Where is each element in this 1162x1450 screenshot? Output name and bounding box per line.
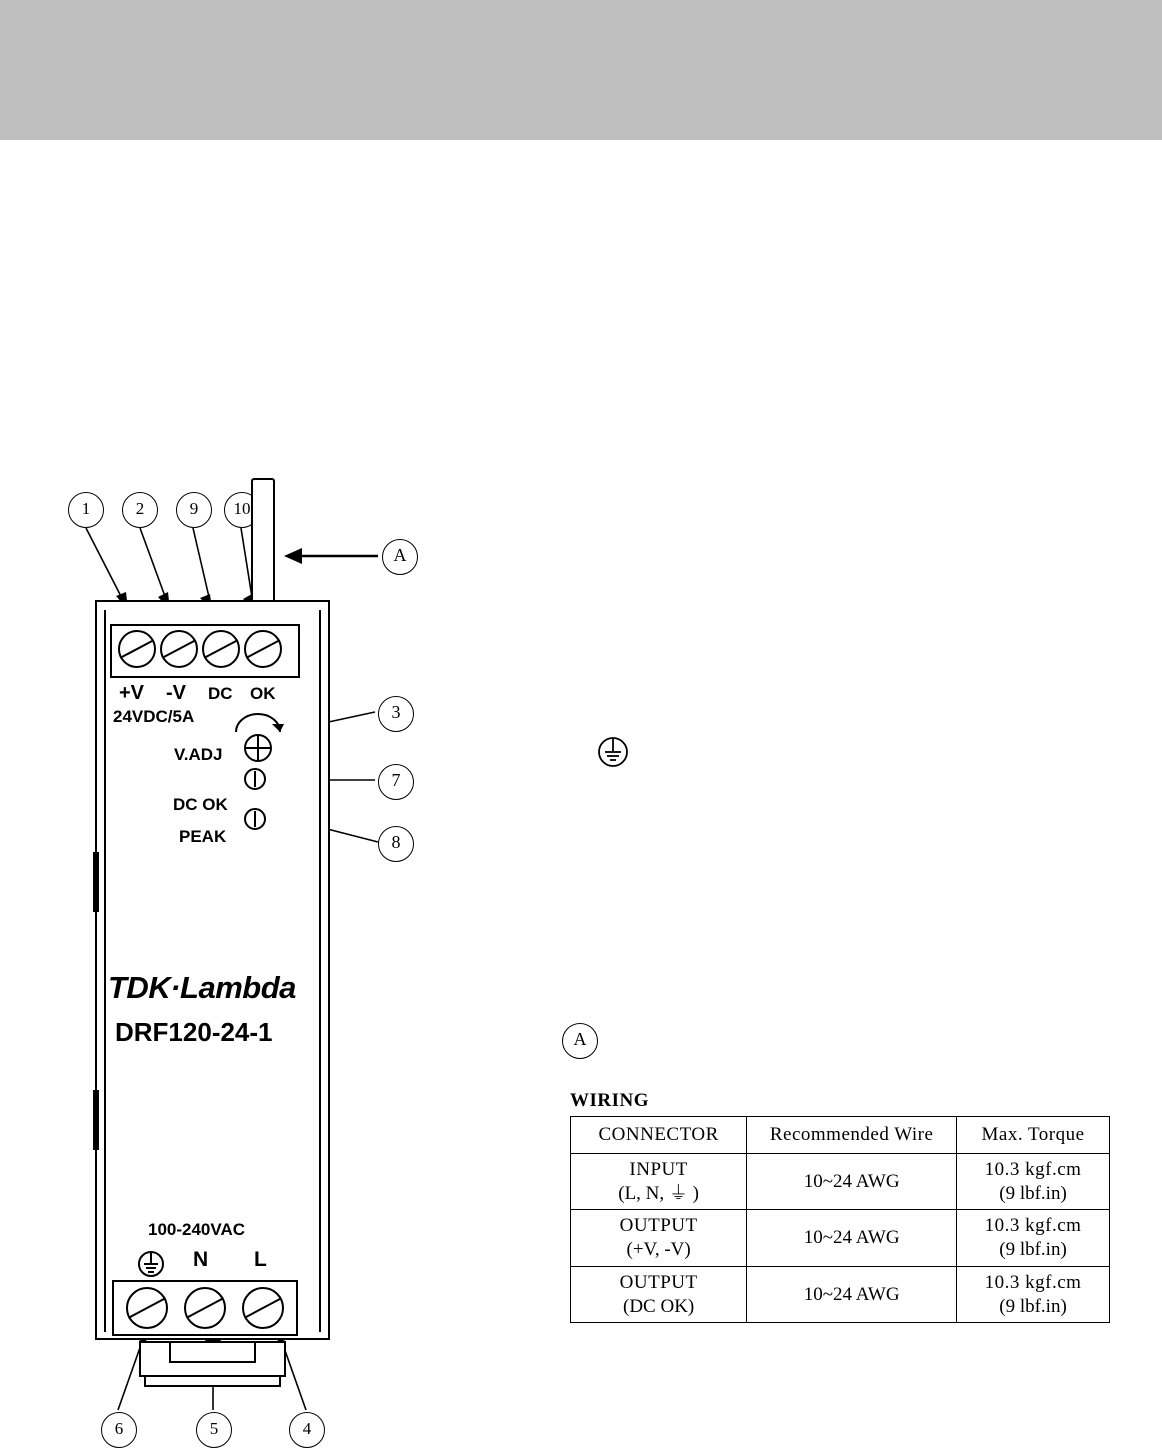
connector-output-v-line1: OUTPUT xyxy=(619,1215,698,1237)
label-input-rating: 100-240VAC xyxy=(148,1220,246,1239)
output-screw-plus-v xyxy=(118,630,156,668)
wiring-section xyxy=(570,1090,1110,1323)
callout-7: 7 xyxy=(378,764,414,800)
callout-2: 2 xyxy=(122,492,158,528)
table-row xyxy=(571,1266,1110,1323)
vadj-potentiometer xyxy=(228,710,298,770)
wiring-title: WIRING xyxy=(570,1090,650,1111)
header-connector: CONNECTOR xyxy=(571,1117,747,1154)
din-rail-clip xyxy=(95,1340,395,1400)
input-screw-ground xyxy=(126,1287,168,1329)
connector-output-v-line2: (+V, -V) xyxy=(626,1239,691,1260)
callout-6: 6 xyxy=(101,1412,137,1448)
label-plus-v: +V xyxy=(119,682,145,704)
torque-output-dcok-line2: (9 lbf.in) xyxy=(999,1295,1067,1317)
connector-input-line2: (L, N, ⏚ ) xyxy=(618,1182,699,1204)
wiring-table-header-row xyxy=(571,1117,1110,1154)
table-row xyxy=(571,1153,1110,1210)
callout-5: 5 xyxy=(196,1412,232,1448)
torque-output-v-line2: (9 lbf.in) xyxy=(999,1239,1067,1260)
device-outline-diagram xyxy=(0,460,600,1450)
connector-output-dcok-line2: (DC OK) xyxy=(623,1295,695,1317)
label-vadj: V.ADJ xyxy=(174,745,223,764)
torque-input-line1: 10.3 kgf.cm xyxy=(984,1158,1082,1180)
peak-led xyxy=(244,808,266,830)
cell-connector-input xyxy=(571,1153,747,1210)
label-input-n: N xyxy=(193,1248,209,1271)
callout-4: 4 xyxy=(289,1412,325,1448)
cell-connector-output-dcok xyxy=(571,1266,747,1323)
label-input-l: L xyxy=(254,1248,267,1271)
model-name: DRF120-24-1 xyxy=(115,1017,273,1047)
header-max-torque: Max. Torque xyxy=(957,1117,1110,1154)
ground-icon xyxy=(136,1250,166,1278)
letter-callout-a-pointer: A xyxy=(382,539,418,575)
cell-torque-output-v xyxy=(957,1210,1110,1267)
cell-wire-input: 10~24 AWG xyxy=(747,1153,957,1210)
cell-torque-input xyxy=(957,1153,1110,1210)
cell-wire-output-dcok: 10~24 AWG xyxy=(747,1266,957,1323)
label-ok: OK xyxy=(250,684,276,703)
label-dc: DC xyxy=(208,684,233,703)
callout-1: 1 xyxy=(68,492,104,528)
input-screw-n xyxy=(184,1287,226,1329)
header-recommended-wire: Recommended Wire xyxy=(747,1117,957,1154)
cell-wire-output-v: 10~24 AWG xyxy=(747,1210,957,1267)
output-wire-stub xyxy=(251,478,275,606)
callout-3: 3 xyxy=(378,696,414,732)
label-dc-ok: DC OK xyxy=(173,795,228,814)
output-screw-ok xyxy=(244,630,282,668)
torque-output-dcok-line1: 10.3 kgf.cm xyxy=(984,1271,1082,1293)
table-row xyxy=(571,1210,1110,1267)
cell-torque-output-dcok xyxy=(957,1266,1110,1323)
callout-8: 8 xyxy=(378,826,414,862)
brand-logo: TDK·Lambda xyxy=(108,970,296,1005)
callout-9: 9 xyxy=(176,492,212,528)
body-notch-bottom xyxy=(93,1090,99,1150)
label-peak: PEAK xyxy=(179,827,227,846)
connector-input-line1: INPUT xyxy=(629,1158,688,1180)
body-notch-top xyxy=(93,852,99,912)
label-minus-v: -V xyxy=(166,682,186,704)
wiring-table xyxy=(570,1116,1110,1323)
label-output-rating: 24VDC/5A xyxy=(113,707,195,726)
ground-icon-note xyxy=(595,735,631,769)
torque-input-line2: (9 lbf.in) xyxy=(999,1182,1067,1204)
callout-10: 10 xyxy=(224,492,260,528)
header-band xyxy=(0,0,1162,140)
cell-connector-output-v xyxy=(571,1210,747,1267)
output-screw-dc xyxy=(202,630,240,668)
dc-ok-led xyxy=(244,768,266,790)
connector-output-dcok-line1: OUTPUT xyxy=(619,1271,698,1293)
letter-callout-a-note: A xyxy=(562,1023,598,1059)
input-screw-l xyxy=(242,1287,284,1329)
torque-output-v-line1: 10.3 kgf.cm xyxy=(984,1215,1082,1237)
output-screw-minus-v xyxy=(160,630,198,668)
